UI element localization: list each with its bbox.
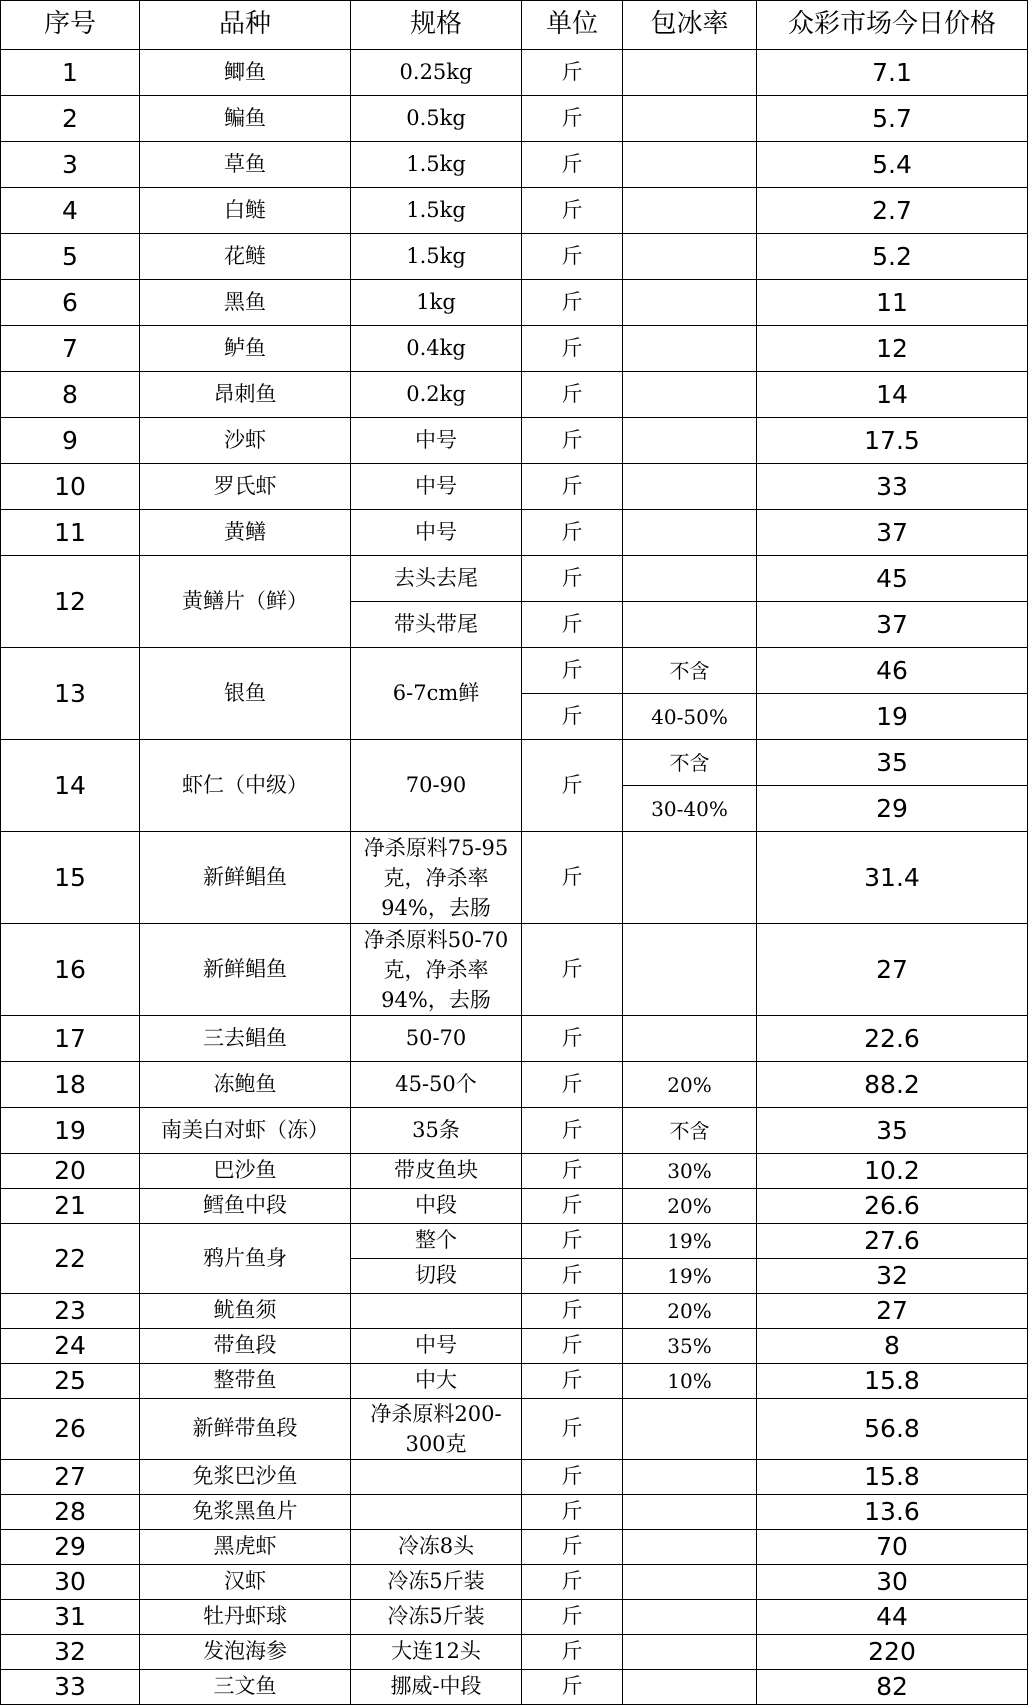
cell-no: 22 bbox=[1, 1224, 140, 1294]
cell-spec: 中号 bbox=[351, 510, 522, 556]
cell-ice-rate bbox=[623, 188, 757, 234]
cell-spec: 去头去尾 bbox=[351, 556, 522, 602]
cell-spec bbox=[351, 1495, 522, 1530]
cell-unit: 斤 bbox=[522, 1670, 623, 1705]
cell-spec: 净杀原料50-70克，净杀率94%，去肠 bbox=[351, 924, 522, 1016]
cell-ice-rate bbox=[623, 1495, 757, 1530]
cell-price: 31.4 bbox=[757, 832, 1028, 924]
cell-no: 10 bbox=[1, 464, 140, 510]
cell-unit: 斤 bbox=[522, 924, 623, 1016]
cell-spec bbox=[351, 1460, 522, 1495]
cell-spec: 冷冻5斤装 bbox=[351, 1600, 522, 1635]
cell-ice-rate bbox=[623, 326, 757, 372]
cell-spec: 1kg bbox=[351, 280, 522, 326]
cell-ice-rate bbox=[623, 96, 757, 142]
header-name: 品种 bbox=[140, 1, 351, 50]
cell-spec: 中号 bbox=[351, 464, 522, 510]
cell-name: 黄鳝片（鲜） bbox=[140, 556, 351, 648]
cell-no: 11 bbox=[1, 510, 140, 556]
cell-no: 28 bbox=[1, 1495, 140, 1530]
cell-no: 30 bbox=[1, 1565, 140, 1600]
table-row bbox=[1, 510, 1028, 556]
cell-name: 新鲜鲳鱼 bbox=[140, 924, 351, 1016]
cell-spec: 带皮鱼块 bbox=[351, 1154, 522, 1189]
cell-unit: 斤 bbox=[522, 280, 623, 326]
cell-name: 免浆巴沙鱼 bbox=[140, 1460, 351, 1495]
cell-spec: 中段 bbox=[351, 1189, 522, 1224]
cell-unit: 斤 bbox=[522, 234, 623, 280]
cell-ice-rate: 40-50% bbox=[623, 694, 757, 740]
cell-spec: 0.4kg bbox=[351, 326, 522, 372]
table-row bbox=[1, 1565, 1028, 1600]
table-row bbox=[1, 234, 1028, 280]
cell-unit: 斤 bbox=[522, 832, 623, 924]
cell-unit: 斤 bbox=[522, 1399, 623, 1460]
table-row bbox=[1, 1600, 1028, 1635]
table-row bbox=[1, 1460, 1028, 1495]
cell-name: 带鱼段 bbox=[140, 1329, 351, 1364]
cell-no: 31 bbox=[1, 1600, 140, 1635]
cell-no: 17 bbox=[1, 1016, 140, 1062]
cell-no: 20 bbox=[1, 1154, 140, 1189]
cell-unit: 斤 bbox=[522, 418, 623, 464]
cell-ice-rate: 20% bbox=[623, 1294, 757, 1329]
cell-price: 37 bbox=[757, 602, 1028, 648]
table-row bbox=[1, 372, 1028, 418]
table-row bbox=[1, 142, 1028, 188]
cell-no: 21 bbox=[1, 1189, 140, 1224]
cell-price: 5.7 bbox=[757, 96, 1028, 142]
cell-spec: 整个 bbox=[351, 1224, 522, 1259]
cell-name: 新鲜鲳鱼 bbox=[140, 832, 351, 924]
header-row bbox=[1, 1, 1028, 50]
cell-unit: 斤 bbox=[522, 1062, 623, 1108]
cell-no: 14 bbox=[1, 740, 140, 832]
cell-ice-rate: 20% bbox=[623, 1189, 757, 1224]
cell-name: 沙虾 bbox=[140, 418, 351, 464]
table-row bbox=[1, 1154, 1028, 1189]
table-row bbox=[1, 556, 1028, 602]
cell-price: 44 bbox=[757, 1600, 1028, 1635]
cell-ice-rate bbox=[623, 1565, 757, 1600]
cell-name: 鲫鱼 bbox=[140, 50, 351, 96]
cell-unit: 斤 bbox=[522, 1259, 623, 1294]
cell-no: 2 bbox=[1, 96, 140, 142]
table-row bbox=[1, 1399, 1028, 1460]
cell-spec: 冷冻8头 bbox=[351, 1530, 522, 1565]
header-unit: 单位 bbox=[522, 1, 623, 50]
cell-spec: 6-7cm鲜 bbox=[351, 648, 522, 740]
cell-spec: 中号 bbox=[351, 418, 522, 464]
table-row bbox=[1, 280, 1028, 326]
cell-spec: 1.5kg bbox=[351, 188, 522, 234]
cell-name: 银鱼 bbox=[140, 648, 351, 740]
cell-price: 8 bbox=[757, 1329, 1028, 1364]
cell-price: 32 bbox=[757, 1259, 1028, 1294]
cell-unit: 斤 bbox=[522, 1108, 623, 1154]
cell-spec: 70-90 bbox=[351, 740, 522, 832]
cell-ice-rate bbox=[623, 1016, 757, 1062]
table-row bbox=[1, 326, 1028, 372]
cell-unit: 斤 bbox=[522, 1565, 623, 1600]
cell-no: 3 bbox=[1, 142, 140, 188]
cell-name: 鸦片鱼身 bbox=[140, 1224, 351, 1294]
cell-price: 22.6 bbox=[757, 1016, 1028, 1062]
cell-price: 15.8 bbox=[757, 1460, 1028, 1495]
cell-ice-rate bbox=[623, 924, 757, 1016]
cell-ice-rate: 30% bbox=[623, 1154, 757, 1189]
cell-price: 14 bbox=[757, 372, 1028, 418]
cell-name: 草鱼 bbox=[140, 142, 351, 188]
cell-price: 45 bbox=[757, 556, 1028, 602]
cell-name: 昂刺鱼 bbox=[140, 372, 351, 418]
cell-name: 虾仁（中级） bbox=[140, 740, 351, 832]
cell-price: 17.5 bbox=[757, 418, 1028, 464]
cell-name: 牡丹虾球 bbox=[140, 1600, 351, 1635]
cell-price: 88.2 bbox=[757, 1062, 1028, 1108]
cell-price: 15.8 bbox=[757, 1364, 1028, 1399]
header-ice-rate: 包冰率 bbox=[623, 1, 757, 50]
cell-no: 16 bbox=[1, 924, 140, 1016]
cell-no: 8 bbox=[1, 372, 140, 418]
cell-no: 26 bbox=[1, 1399, 140, 1460]
cell-spec: 0.2kg bbox=[351, 372, 522, 418]
table-row bbox=[1, 1108, 1028, 1154]
cell-price: 7.1 bbox=[757, 50, 1028, 96]
cell-unit: 斤 bbox=[522, 1364, 623, 1399]
table-row bbox=[1, 50, 1028, 96]
cell-no: 19 bbox=[1, 1108, 140, 1154]
cell-price: 56.8 bbox=[757, 1399, 1028, 1460]
table-row bbox=[1, 1016, 1028, 1062]
cell-unit: 斤 bbox=[522, 464, 623, 510]
cell-unit: 斤 bbox=[522, 740, 623, 832]
cell-name: 黑虎虾 bbox=[140, 1530, 351, 1565]
cell-no: 6 bbox=[1, 280, 140, 326]
cell-name: 整带鱼 bbox=[140, 1364, 351, 1399]
cell-no: 33 bbox=[1, 1670, 140, 1705]
cell-ice-rate bbox=[623, 602, 757, 648]
table-row bbox=[1, 1224, 1028, 1259]
cell-name: 黑鱼 bbox=[140, 280, 351, 326]
cell-unit: 斤 bbox=[522, 1530, 623, 1565]
cell-name: 花鲢 bbox=[140, 234, 351, 280]
cell-spec: 冷冻5斤装 bbox=[351, 1565, 522, 1600]
cell-name: 鱿鱼须 bbox=[140, 1294, 351, 1329]
cell-unit: 斤 bbox=[522, 96, 623, 142]
cell-price: 70 bbox=[757, 1530, 1028, 1565]
cell-price: 46 bbox=[757, 648, 1028, 694]
cell-name: 发泡海参 bbox=[140, 1635, 351, 1670]
cell-ice-rate bbox=[623, 418, 757, 464]
header-price: 众彩市场今日价格 bbox=[757, 1, 1028, 50]
cell-price: 11 bbox=[757, 280, 1028, 326]
cell-ice-rate bbox=[623, 372, 757, 418]
cell-ice-rate: 不含 bbox=[623, 648, 757, 694]
cell-ice-rate bbox=[623, 142, 757, 188]
cell-ice-rate bbox=[623, 1399, 757, 1460]
cell-price: 29 bbox=[757, 786, 1028, 832]
cell-unit: 斤 bbox=[522, 1460, 623, 1495]
cell-name: 汉虾 bbox=[140, 1565, 351, 1600]
cell-no: 32 bbox=[1, 1635, 140, 1670]
cell-price: 27 bbox=[757, 1294, 1028, 1329]
cell-spec: 50-70 bbox=[351, 1016, 522, 1062]
cell-name: 鳕鱼中段 bbox=[140, 1189, 351, 1224]
cell-name: 白鲢 bbox=[140, 188, 351, 234]
cell-no: 27 bbox=[1, 1460, 140, 1495]
cell-spec: 净杀原料200-300克 bbox=[351, 1399, 522, 1460]
cell-price: 2.7 bbox=[757, 188, 1028, 234]
cell-ice-rate: 不含 bbox=[623, 1108, 757, 1154]
table-row bbox=[1, 924, 1028, 1016]
cell-unit: 斤 bbox=[522, 1154, 623, 1189]
cell-spec: 大连12头 bbox=[351, 1635, 522, 1670]
cell-no: 15 bbox=[1, 832, 140, 924]
table-row bbox=[1, 418, 1028, 464]
cell-spec: 挪威-中段 bbox=[351, 1670, 522, 1705]
cell-no: 24 bbox=[1, 1329, 140, 1364]
cell-price: 37 bbox=[757, 510, 1028, 556]
table-row bbox=[1, 1364, 1028, 1399]
cell-spec: 净杀原料75-95克，净杀率94%，去肠 bbox=[351, 832, 522, 924]
cell-price: 19 bbox=[757, 694, 1028, 740]
cell-unit: 斤 bbox=[522, 188, 623, 234]
cell-ice-rate bbox=[623, 556, 757, 602]
cell-spec: 0.5kg bbox=[351, 96, 522, 142]
cell-price: 26.6 bbox=[757, 1189, 1028, 1224]
cell-price: 10.2 bbox=[757, 1154, 1028, 1189]
cell-unit: 斤 bbox=[522, 602, 623, 648]
cell-ice-rate bbox=[623, 234, 757, 280]
table-row bbox=[1, 740, 1028, 786]
cell-spec: 45-50个 bbox=[351, 1062, 522, 1108]
cell-ice-rate: 19% bbox=[623, 1224, 757, 1259]
header-spec: 规格 bbox=[351, 1, 522, 50]
header-no: 序号 bbox=[1, 1, 140, 50]
cell-name: 南美白对虾（冻） bbox=[140, 1108, 351, 1154]
cell-name: 巴沙鱼 bbox=[140, 1154, 351, 1189]
cell-price: 5.2 bbox=[757, 234, 1028, 280]
cell-ice-rate bbox=[623, 1635, 757, 1670]
cell-spec: 切段 bbox=[351, 1259, 522, 1294]
cell-name: 三去鲳鱼 bbox=[140, 1016, 351, 1062]
cell-ice-rate bbox=[623, 510, 757, 556]
cell-no: 25 bbox=[1, 1364, 140, 1399]
cell-price: 12 bbox=[757, 326, 1028, 372]
table-row bbox=[1, 1294, 1028, 1329]
cell-ice-rate: 19% bbox=[623, 1259, 757, 1294]
cell-spec: 中号 bbox=[351, 1329, 522, 1364]
cell-name: 三文鱼 bbox=[140, 1670, 351, 1705]
table-row bbox=[1, 1062, 1028, 1108]
cell-no: 4 bbox=[1, 188, 140, 234]
cell-ice-rate bbox=[623, 1460, 757, 1495]
cell-price: 33 bbox=[757, 464, 1028, 510]
cell-spec: 0.25kg bbox=[351, 50, 522, 96]
table-row bbox=[1, 648, 1028, 694]
cell-price: 13.6 bbox=[757, 1495, 1028, 1530]
table-row bbox=[1, 188, 1028, 234]
cell-ice-rate bbox=[623, 280, 757, 326]
cell-price: 27.6 bbox=[757, 1224, 1028, 1259]
cell-name: 免浆黑鱼片 bbox=[140, 1495, 351, 1530]
cell-no: 29 bbox=[1, 1530, 140, 1565]
cell-spec: 1.5kg bbox=[351, 142, 522, 188]
cell-unit: 斤 bbox=[522, 648, 623, 694]
cell-unit: 斤 bbox=[522, 1294, 623, 1329]
cell-ice-rate bbox=[623, 1670, 757, 1705]
cell-name: 黄鳝 bbox=[140, 510, 351, 556]
cell-price: 27 bbox=[757, 924, 1028, 1016]
cell-no: 1 bbox=[1, 50, 140, 96]
cell-spec: 中大 bbox=[351, 1364, 522, 1399]
cell-no: 5 bbox=[1, 234, 140, 280]
cell-ice-rate bbox=[623, 1600, 757, 1635]
cell-unit: 斤 bbox=[522, 50, 623, 96]
table-row bbox=[1, 1495, 1028, 1530]
cell-name: 鳊鱼 bbox=[140, 96, 351, 142]
table-row bbox=[1, 1670, 1028, 1705]
cell-unit: 斤 bbox=[522, 1600, 623, 1635]
cell-unit: 斤 bbox=[522, 556, 623, 602]
cell-ice-rate: 10% bbox=[623, 1364, 757, 1399]
cell-unit: 斤 bbox=[522, 1016, 623, 1062]
cell-price: 35 bbox=[757, 740, 1028, 786]
cell-ice-rate: 30-40% bbox=[623, 786, 757, 832]
cell-unit: 斤 bbox=[522, 142, 623, 188]
table-row bbox=[1, 1635, 1028, 1670]
cell-unit: 斤 bbox=[522, 694, 623, 740]
cell-unit: 斤 bbox=[522, 510, 623, 556]
cell-no: 12 bbox=[1, 556, 140, 648]
cell-price: 30 bbox=[757, 1565, 1028, 1600]
cell-ice-rate: 不含 bbox=[623, 740, 757, 786]
cell-unit: 斤 bbox=[522, 1329, 623, 1364]
cell-price: 35 bbox=[757, 1108, 1028, 1154]
cell-spec: 1.5kg bbox=[351, 234, 522, 280]
cell-spec: 带头带尾 bbox=[351, 602, 522, 648]
cell-name: 新鲜带鱼段 bbox=[140, 1399, 351, 1460]
cell-name: 鲈鱼 bbox=[140, 326, 351, 372]
cell-no: 18 bbox=[1, 1062, 140, 1108]
cell-spec bbox=[351, 1294, 522, 1329]
table-row bbox=[1, 464, 1028, 510]
table-row bbox=[1, 1530, 1028, 1565]
cell-unit: 斤 bbox=[522, 372, 623, 418]
cell-ice-rate bbox=[623, 464, 757, 510]
cell-unit: 斤 bbox=[522, 1189, 623, 1224]
cell-no: 9 bbox=[1, 418, 140, 464]
cell-ice-rate bbox=[623, 832, 757, 924]
cell-ice-rate: 35% bbox=[623, 1329, 757, 1364]
cell-price: 82 bbox=[757, 1670, 1028, 1705]
cell-unit: 斤 bbox=[522, 1224, 623, 1259]
cell-unit: 斤 bbox=[522, 1495, 623, 1530]
cell-unit: 斤 bbox=[522, 1635, 623, 1670]
cell-no: 13 bbox=[1, 648, 140, 740]
table-row bbox=[1, 832, 1028, 924]
table-row bbox=[1, 1189, 1028, 1224]
table-row bbox=[1, 96, 1028, 142]
cell-spec: 35条 bbox=[351, 1108, 522, 1154]
cell-price: 220 bbox=[757, 1635, 1028, 1670]
cell-ice-rate bbox=[623, 1530, 757, 1565]
cell-no: 7 bbox=[1, 326, 140, 372]
cell-no: 23 bbox=[1, 1294, 140, 1329]
cell-unit: 斤 bbox=[522, 326, 623, 372]
cell-price: 5.4 bbox=[757, 142, 1028, 188]
cell-name: 罗氏虾 bbox=[140, 464, 351, 510]
table-row bbox=[1, 1329, 1028, 1364]
cell-ice-rate: 20% bbox=[623, 1062, 757, 1108]
cell-ice-rate bbox=[623, 50, 757, 96]
cell-name: 冻鲍鱼 bbox=[140, 1062, 351, 1108]
